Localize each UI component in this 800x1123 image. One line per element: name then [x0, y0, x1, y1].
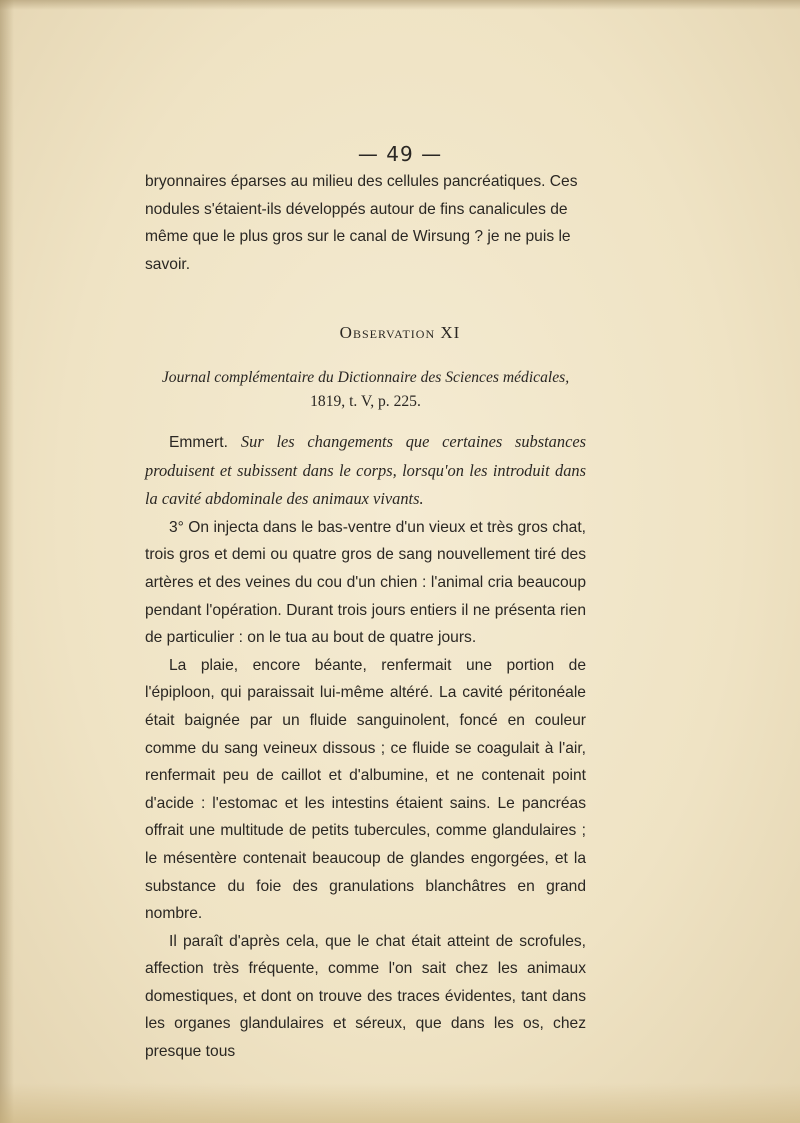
intro-line: savoir. — [145, 255, 191, 273]
journal-title: Journal complémentaire du Dictionnaire des Sciences médicales, — [161, 369, 570, 386]
journal-reference — [145, 366, 586, 414]
body-paragraph: 3° On injecta dans le bas-ventre d'un vieux et très gros chat, trois gros et demi ou quatre gros de sang nouvellement tiré des artères et des veines du cou d'un chien : l'animal cria beaucoup pendant l'opération. Durant trois jours entiers il ne présenta rien de particulier : on le tua au bout de quatre jours. — [145, 518, 586, 647]
body-paragraph: Il paraît d'après cela, que le chat était atteint de scrofules, affection très fréquente, comme l'on sait chez les animaux domestiques, et dont on trouve des traces évidentes, tant dans les organes glandulaires et séreux, que dans les os, chez presque tous — [145, 932, 586, 1061]
journal-volume: 1819, t. V, p. 225. — [310, 393, 421, 410]
observation-title: Observation XI — [339, 323, 461, 342]
page-number: — 49 — — [357, 142, 443, 166]
citation-paragraph — [145, 428, 586, 514]
intro-paragraph — [145, 168, 586, 278]
intro-line: bryonnaires éparses au milieu des cellules pancréatiques. Ces — [145, 173, 578, 190]
body-paragraph: La plaie, encore béante, renfermait une portion de l'épiploon, qui paraissait lui-même altéré. La cavité péritonéale était baignée par un fluide sanguinolent, foncé en couleur comme du sang veineux dissous ; ce fluide se coagulait à l'air, renfermait peu de caillot et d'albumine, et ne contenait point d'acide : l'estomac et les intestins étaient sains. Le pancréas offrait une multitude de petits tubercules, comme glandulaires ; le mésentère contenait beaucoup de glandes engorgées, et la substance du foie des granulations blanchâtres en grand nombre. — [145, 656, 586, 923]
intro-line: même que le plus gros sur le canal de Wirsung ? je ne puis le — [145, 228, 571, 246]
intro-line: nodules s'étaient-ils développés autour de fins canalicules de — [145, 200, 568, 218]
observation-body — [145, 428, 586, 1066]
work-title: Sur les changements que certaines substances produisent et subissent dans le corps, lorsqu'on les introduit dans la cavité abdominale des animaux vivants. — [145, 432, 586, 509]
author-name: Emmert. — [169, 434, 228, 451]
